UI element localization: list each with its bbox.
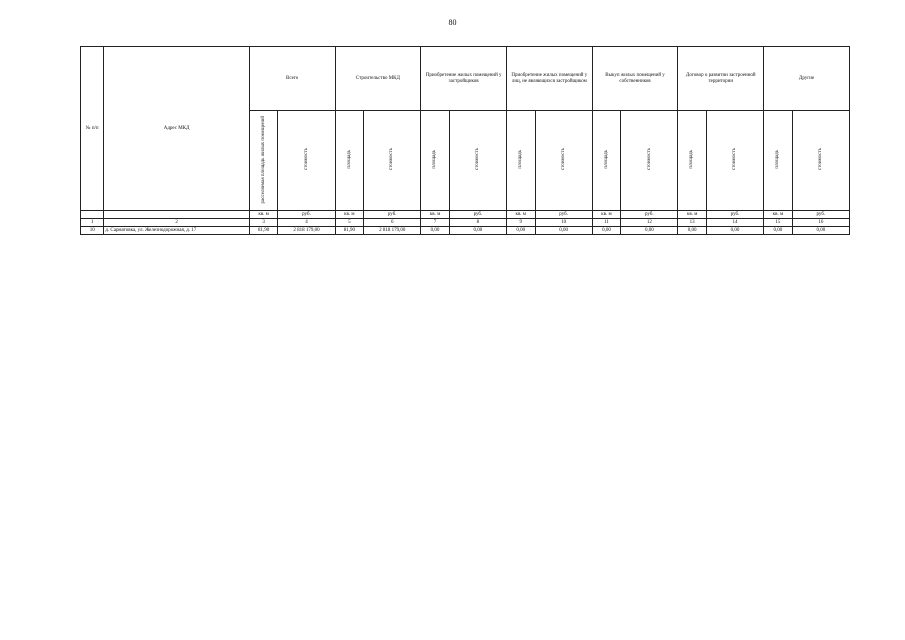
column-number: 5 bbox=[335, 219, 364, 227]
column-numbers-row bbox=[81, 219, 850, 227]
row-value: 0,00 bbox=[678, 227, 707, 235]
row-value: 0,00 bbox=[506, 227, 535, 235]
column-number: 13 bbox=[678, 219, 707, 227]
group-header-construction: Строительство МКД bbox=[335, 47, 421, 111]
unit-area: кв. м bbox=[249, 211, 278, 219]
column-number: 16 bbox=[792, 219, 849, 227]
col-no-header: № п/п bbox=[81, 47, 104, 211]
column-number: 8 bbox=[449, 219, 506, 227]
unit-cost: руб. bbox=[449, 211, 506, 219]
unit-area: кв. м bbox=[421, 211, 450, 219]
row-value: 2 818 179,00 bbox=[278, 227, 335, 235]
subheader-area: площадь bbox=[689, 149, 695, 169]
column-number: 9 bbox=[506, 219, 535, 227]
subheader-area: площадь bbox=[775, 149, 781, 169]
unit-cost: руб. bbox=[792, 211, 849, 219]
column-number: 4 bbox=[278, 219, 335, 227]
subheader-cost: стоимость bbox=[646, 148, 652, 171]
row-number: 10 bbox=[81, 227, 104, 235]
row-value: 0,00 bbox=[535, 227, 592, 235]
column-number: 2 bbox=[104, 219, 249, 227]
subheader-area: площадь bbox=[518, 149, 523, 169]
table-body bbox=[81, 227, 850, 235]
row-value: 81,90 bbox=[249, 227, 278, 235]
column-number: 12 bbox=[621, 219, 678, 227]
subheader-resettled-area: расселяемая площадь жилых помещений bbox=[260, 115, 266, 203]
unit-cost: руб. bbox=[364, 211, 421, 219]
group-header-purchase-developer: Приобретение жилых помещений у застройщиков bbox=[421, 47, 507, 111]
group-header-total: Всего bbox=[249, 47, 335, 111]
subheader-cost: стоимость bbox=[389, 148, 395, 171]
unit-area: кв. м bbox=[678, 211, 707, 219]
row-value: 0,00 bbox=[421, 227, 450, 235]
unit-area: кв. м bbox=[592, 211, 621, 219]
resettlement-table bbox=[80, 46, 850, 235]
group-header-purchase-non-developer: Приобретение жилых помещений у лиц, не являющихся застройщиком bbox=[506, 47, 592, 111]
column-number: 15 bbox=[764, 219, 793, 227]
group-header-buyout: Выкуп жилых помещений у собственников bbox=[592, 47, 678, 111]
column-number: 3 bbox=[249, 219, 278, 227]
row-value: 0,00 bbox=[792, 227, 849, 235]
subheader-cost: стоимость bbox=[475, 148, 481, 171]
col-address-header: Адрес МКД bbox=[104, 47, 249, 211]
unit-cost: руб. bbox=[706, 211, 763, 219]
row-value: 0,00 bbox=[621, 227, 678, 235]
column-number: 6 bbox=[364, 219, 421, 227]
column-number: 7 bbox=[421, 219, 450, 227]
unit-cost: руб. bbox=[535, 211, 592, 219]
row-address: д. Сарматовка, ул. Железнодорожная, д. 17 bbox=[104, 227, 249, 235]
unit-area: кв. м bbox=[764, 211, 793, 219]
page-number: 80 bbox=[448, 18, 457, 27]
table-row bbox=[81, 227, 850, 235]
subheader-area: площадь bbox=[603, 149, 609, 169]
row-value: 81,90 bbox=[335, 227, 364, 235]
row-value: 0,00 bbox=[449, 227, 506, 235]
group-header-development-contract: Договор о развитии застроенной территории bbox=[678, 47, 764, 111]
row-value: 0,00 bbox=[764, 227, 793, 235]
subheader-cost: стоимость bbox=[560, 148, 566, 171]
subheader-cost: стоимость bbox=[732, 148, 738, 171]
column-number: 10 bbox=[535, 219, 592, 227]
unit-area: кв. м bbox=[506, 211, 535, 219]
unit-area: кв. м bbox=[335, 211, 364, 219]
column-number: 1 bbox=[81, 219, 104, 227]
unit-cost: руб. bbox=[278, 211, 335, 219]
subheader-area: площадь bbox=[346, 149, 352, 169]
column-number: 14 bbox=[706, 219, 763, 227]
subheader-area: площадь bbox=[432, 149, 438, 169]
unit-cost: руб. bbox=[621, 211, 678, 219]
column-number: 11 bbox=[592, 219, 621, 227]
subheader-cost: стоимость bbox=[303, 148, 309, 171]
subheader-cost: стоимость bbox=[818, 148, 824, 171]
row-value: 0,00 bbox=[592, 227, 621, 235]
units-row bbox=[81, 211, 850, 219]
group-header-other: Другие bbox=[764, 47, 850, 111]
row-value: 2 818 179,00 bbox=[364, 227, 421, 235]
row-value: 0,00 bbox=[706, 227, 763, 235]
